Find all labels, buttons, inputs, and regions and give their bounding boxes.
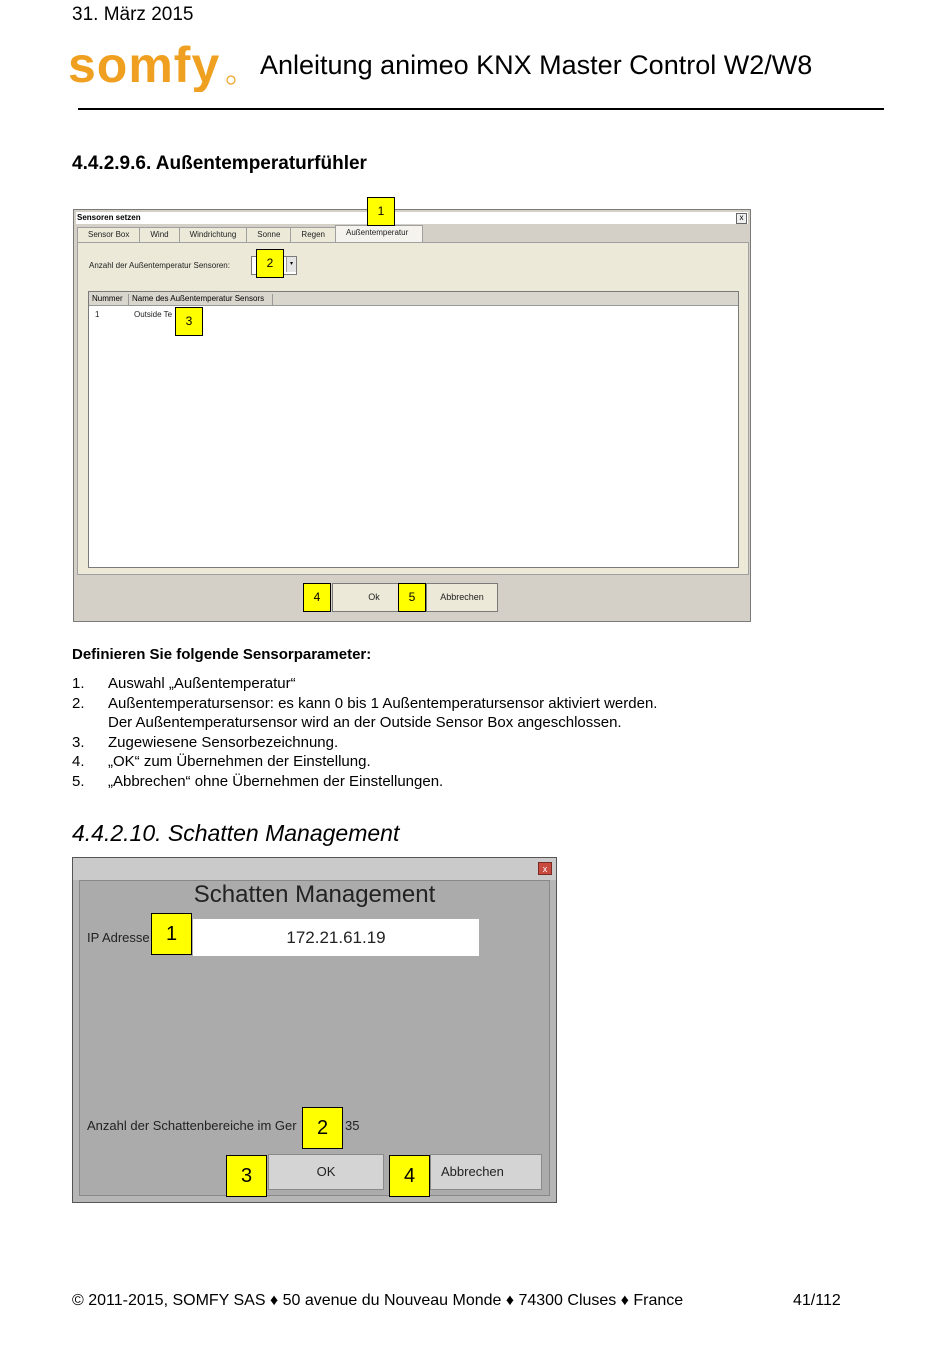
footer-copyright: © 2011-2015, SOMFY SAS ♦ 50 avenue du Nouveau Monde ♦ 74300 Cluses ♦ France [72, 1292, 684, 1309]
callout-2: 2 [302, 1107, 343, 1149]
tab-regen[interactable]: Regen [290, 227, 336, 243]
list-item: 4. „OK“ zum Übernehmen der Einstellung. [72, 753, 371, 770]
tab-aussentemperatur[interactable]: Außentemperatur [335, 225, 423, 243]
section-heading-outdoor-temp: 4.4.2.9.6. Außentemperaturfühler [72, 153, 367, 174]
row-number: 1 [95, 310, 100, 319]
column-header-name[interactable]: Name des Außentemperatur Sensors [129, 294, 273, 306]
list-item: Der Außentemperatursensor wird an der Outside Sensor Box angeschlossen. [108, 714, 622, 731]
callout-2: 2 [256, 249, 284, 278]
list-item: 3. Zugewiesene Sensorbezeichnung. [72, 733, 339, 751]
cancel-button[interactable]: Abbrechen [430, 1154, 542, 1190]
shade-management-screenshot [72, 857, 557, 1203]
tab-sensor-box[interactable]: Sensor Box [77, 227, 140, 243]
ok-button[interactable]: Ok [332, 583, 416, 612]
shade-zone-count-label: Anzahl der Schattenbereiche im Ger [87, 1118, 297, 1133]
window-titlebar [73, 858, 556, 880]
ip-address-label: IP Adresse [87, 930, 150, 945]
tab-sonne[interactable]: Sonne [246, 227, 291, 243]
params-label: Definieren Sie folgende Sensorparameter: [72, 646, 372, 663]
callout-5: 5 [398, 583, 426, 612]
sensor-settings-screenshot [73, 209, 751, 622]
table-header [89, 292, 738, 306]
tab-wind[interactable]: Wind [139, 227, 179, 243]
dialog-title: Schatten Management [193, 881, 436, 908]
callout-3: 3 [175, 307, 203, 336]
sensor-count-label: Anzahl der Außentemperatur Sensoren: [89, 261, 230, 270]
window-title: Sensoren setzen [77, 213, 141, 222]
list-item: 1. Auswahl „Außentemperatur“ [72, 675, 296, 692]
document-date: 31. März 2015 [72, 4, 194, 25]
callout-4: 4 [303, 583, 331, 612]
list-item: 5. „Abbrechen“ ohne Übernehmen der Einstellungen. [72, 772, 444, 790]
callout-4: 4 [389, 1155, 430, 1197]
document-title: Anleitung animeo KNX Master Control W2/W8 [260, 50, 813, 80]
callout-3: 3 [226, 1155, 267, 1197]
ok-button[interactable]: OK [268, 1154, 384, 1190]
column-header-number[interactable]: Nummer [89, 294, 129, 306]
window-titlebar [76, 212, 748, 224]
section-heading-shade-management: 4.4.2.10. Schatten Management [72, 820, 400, 846]
page-number: 41/112 [793, 1292, 841, 1309]
row-sensor-name: Outside Te [134, 310, 173, 319]
shade-zone-count-value: 35 [345, 1118, 360, 1133]
callout-1: 1 [367, 197, 395, 226]
list-item: 2. Außentemperatursensor: es kann 0 bis 1 Außentemperatursensor aktiviert werden. [72, 694, 658, 712]
cancel-button[interactable]: Abbrechen [426, 583, 498, 612]
ip-address-field[interactable]: 172.21.61.19 [193, 919, 479, 956]
tab-windrichtung[interactable]: Windrichtung [179, 227, 248, 243]
close-icon[interactable]: x [538, 862, 552, 875]
chevron-down-icon[interactable]: ▾ [286, 257, 296, 272]
param-list [72, 674, 657, 791]
somfy-logo [68, 38, 238, 92]
header-rule [78, 108, 884, 110]
close-icon[interactable]: x [736, 213, 747, 224]
svg-text:somfy: somfy [68, 38, 221, 92]
tab-bar [77, 227, 422, 242]
callout-1: 1 [151, 913, 192, 955]
